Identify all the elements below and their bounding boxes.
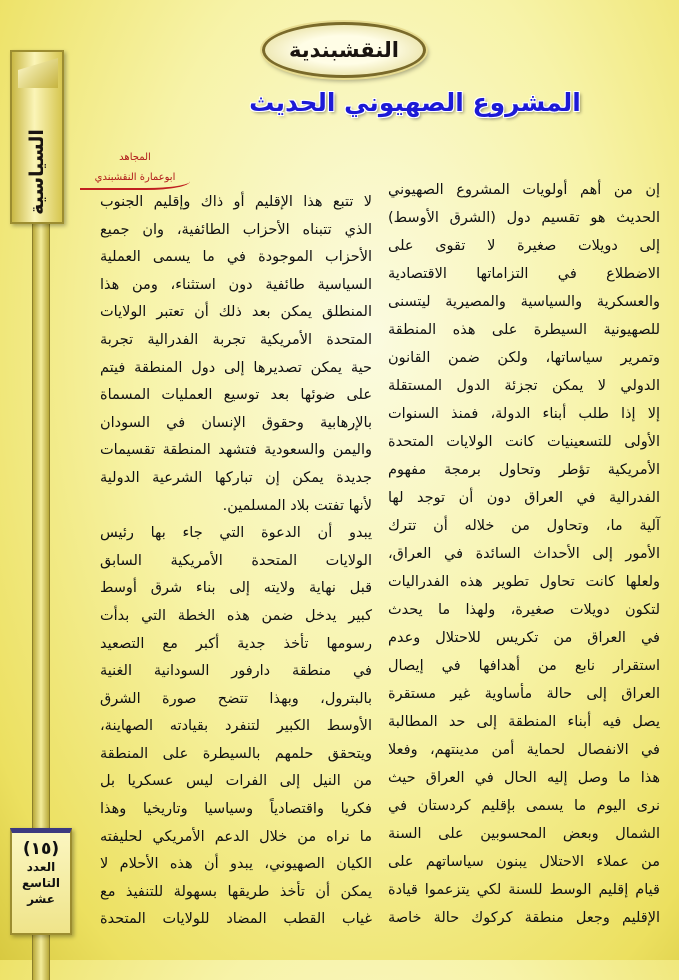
text-line: يصل فيه أبناء المنطقة إلى حد المطالبة bbox=[388, 714, 660, 730]
issue-label-3: عشر bbox=[27, 892, 55, 906]
text-line: غياب القطب المضاد للولايات المتحدة bbox=[100, 911, 372, 928]
text-line: الأمور إلى الأحداث السائدة في العراق، bbox=[388, 546, 660, 562]
text-line: هذا ما وصل إليه الحال في العراق حيث bbox=[388, 770, 660, 786]
issue-box bbox=[10, 828, 72, 935]
text-line: قبل نهاية ولايته إلى بناء شرق أوسط bbox=[100, 580, 372, 597]
side-banner bbox=[10, 20, 60, 960]
text-line: فكريا واقتصادياً وسياسيا وتاريخيا وهذا bbox=[100, 801, 372, 818]
issue-label-1: العدد bbox=[26, 860, 56, 874]
magazine-logo bbox=[262, 22, 426, 78]
text-line: قيام إقليم الوسط للسنة لكي يتزعموا قيادة bbox=[388, 882, 660, 898]
text-line: رسومها تأخذ جدية أكبر مع التصعيد bbox=[100, 635, 372, 652]
text-line: بالإرهابية وحقوق الإنسان في السودان bbox=[100, 414, 372, 431]
text-line: لتكون دويلات صغيرة، ولهذا ما يحدث bbox=[388, 602, 660, 618]
text-line: من النيل إلى الفرات ليس عسكريا بل bbox=[100, 773, 372, 790]
text-line: والعسكرية والسياسية والمصيرية ليتسنى bbox=[388, 294, 660, 310]
text-line: للصهيونية السيطرة على هذه المنطقة bbox=[388, 322, 660, 338]
text-line: إلا إذا طلب أبناء الدولة، فمنذ السنوات bbox=[388, 406, 660, 422]
text-line: ويتحقق حلمهم بالسيطرة على المنطقة bbox=[100, 745, 372, 762]
byline bbox=[80, 148, 190, 190]
section-tab bbox=[10, 50, 64, 224]
author-title: المجاهد bbox=[119, 152, 151, 163]
text-line: في الانفصال لحماية أمن مدينتهم، وفعلا bbox=[388, 742, 660, 758]
text-line: واليمن والسعودية فتشهد المنطقة تقسيمات bbox=[100, 442, 372, 459]
text-line: الأولى للتسعينيات كانت الولايات المتحدة bbox=[388, 434, 660, 450]
text-line: الكيان الصهيوني، يبدو أن هذه الأحلام لا bbox=[100, 856, 372, 873]
text-line: الإقليم وجعل منطقة كركوك حالة خاصة bbox=[388, 910, 660, 926]
text-line: من عملاء الاحتلال يبنون سياساتهم على bbox=[388, 854, 660, 870]
text-line: العراق إلى حالة مأساوية غير مستقرة bbox=[388, 686, 660, 702]
text-line: وتمرير سياساتها، ولكن ضمن القانون bbox=[388, 350, 660, 366]
text-line: لا تتبع هذا الإقليم أو ذاك وإقليم الجنوب bbox=[100, 194, 372, 210]
article-column-right bbox=[388, 176, 660, 932]
text-line: في العراق من تكريس للاحتلال وعدم bbox=[388, 630, 660, 646]
text-line: الأحزاب الموجودة في ما يسمى العملية bbox=[100, 249, 372, 266]
text-line: جديدة يمكن إن تباركها الشرعية الدولية bbox=[100, 469, 372, 486]
text-line: نرى اليوم ما يسمى بإقليم كردستان في bbox=[388, 798, 660, 814]
text-line: على ضوئها بعد توسيع العمليات المسماة bbox=[100, 387, 372, 404]
text-line: إلى دويلات صغيرة لا تقوى على bbox=[388, 238, 660, 254]
text-line: حية يمكن تصديرها إلى دول المنطقة فيتم bbox=[100, 359, 372, 376]
text-line: الأمريكية تؤطر وتحاول برمجة مفهوم bbox=[388, 462, 660, 478]
text-line: الذي تتبناه الأحزاب الطائفية، وان جميع bbox=[100, 221, 372, 238]
text-line: الحديث هو تقسيم دول (الشرق الأوسط) bbox=[388, 210, 660, 226]
text-line: ولعلها كانت تحاول تطوير هذه الفدراليات bbox=[388, 574, 660, 590]
text-line: كبير يدخل ضمن هذه الخطة التي بدأت bbox=[100, 607, 372, 624]
text-line: الاضطلاع في التزاماتها الاقتصادية bbox=[388, 266, 660, 282]
issue-label-2: التاسع bbox=[21, 876, 61, 890]
tab-fold-decoration bbox=[18, 58, 58, 88]
issue-number: (١٥) bbox=[22, 839, 60, 859]
text-line: الولايات المتحدة الأمريكية السابق bbox=[100, 552, 372, 569]
text-line: استقرار نابع من أهدافها في إيصال bbox=[388, 658, 660, 674]
text-line: الأوسط الكبير لتنفرد بقيادته الصهاينة، bbox=[100, 718, 372, 735]
article-title: المشروع الصهيوني الحديث bbox=[249, 88, 581, 117]
text-line: لأنها تفتت بلاد المسلمين. bbox=[222, 497, 372, 514]
author-name: ابوعمارة النقشبندي bbox=[80, 168, 190, 190]
text-line: في منطقة دارفور السودانية الغنية bbox=[100, 663, 372, 680]
text-line: ما نراه من خلال الدعم الأمريكي لحليفته bbox=[100, 828, 372, 845]
text-line: الشمال وبعض المحسوبين على السنة bbox=[388, 826, 660, 842]
text-line: بالبترول، وبهذا تتضح صورة الشرق bbox=[100, 690, 372, 707]
text-line: يبدو أن الدعوة التي جاء بها رئيس bbox=[100, 525, 372, 542]
section-label: السياسية bbox=[26, 129, 48, 215]
magazine-name: النقشبندية bbox=[288, 38, 400, 62]
text-line: آلية ما، وتحاول من خلاله أن تترك bbox=[388, 518, 660, 534]
text-line: الفدرالية في العراق دون أن توجد لها bbox=[388, 490, 660, 506]
text-line: السياسية طائفية دون استثناء، ومن هذا bbox=[100, 276, 372, 293]
text-line: إن من أهم أولويات المشروع الصهيوني bbox=[388, 182, 660, 198]
text-line: يمكن أن تأخذ طريقها بسهولة للتنفيذ مع bbox=[100, 883, 372, 900]
text-line: المنطلق يمكن بعد ذلك أن تعتبر الولايات bbox=[100, 304, 372, 321]
text-line: الدولي لا يمكن تجزئة الدول المستقلة bbox=[388, 378, 660, 394]
text-line: المتحدة الأمريكية تجربة الفدرالية تجربة bbox=[100, 331, 372, 348]
article-column-left bbox=[100, 189, 372, 934]
